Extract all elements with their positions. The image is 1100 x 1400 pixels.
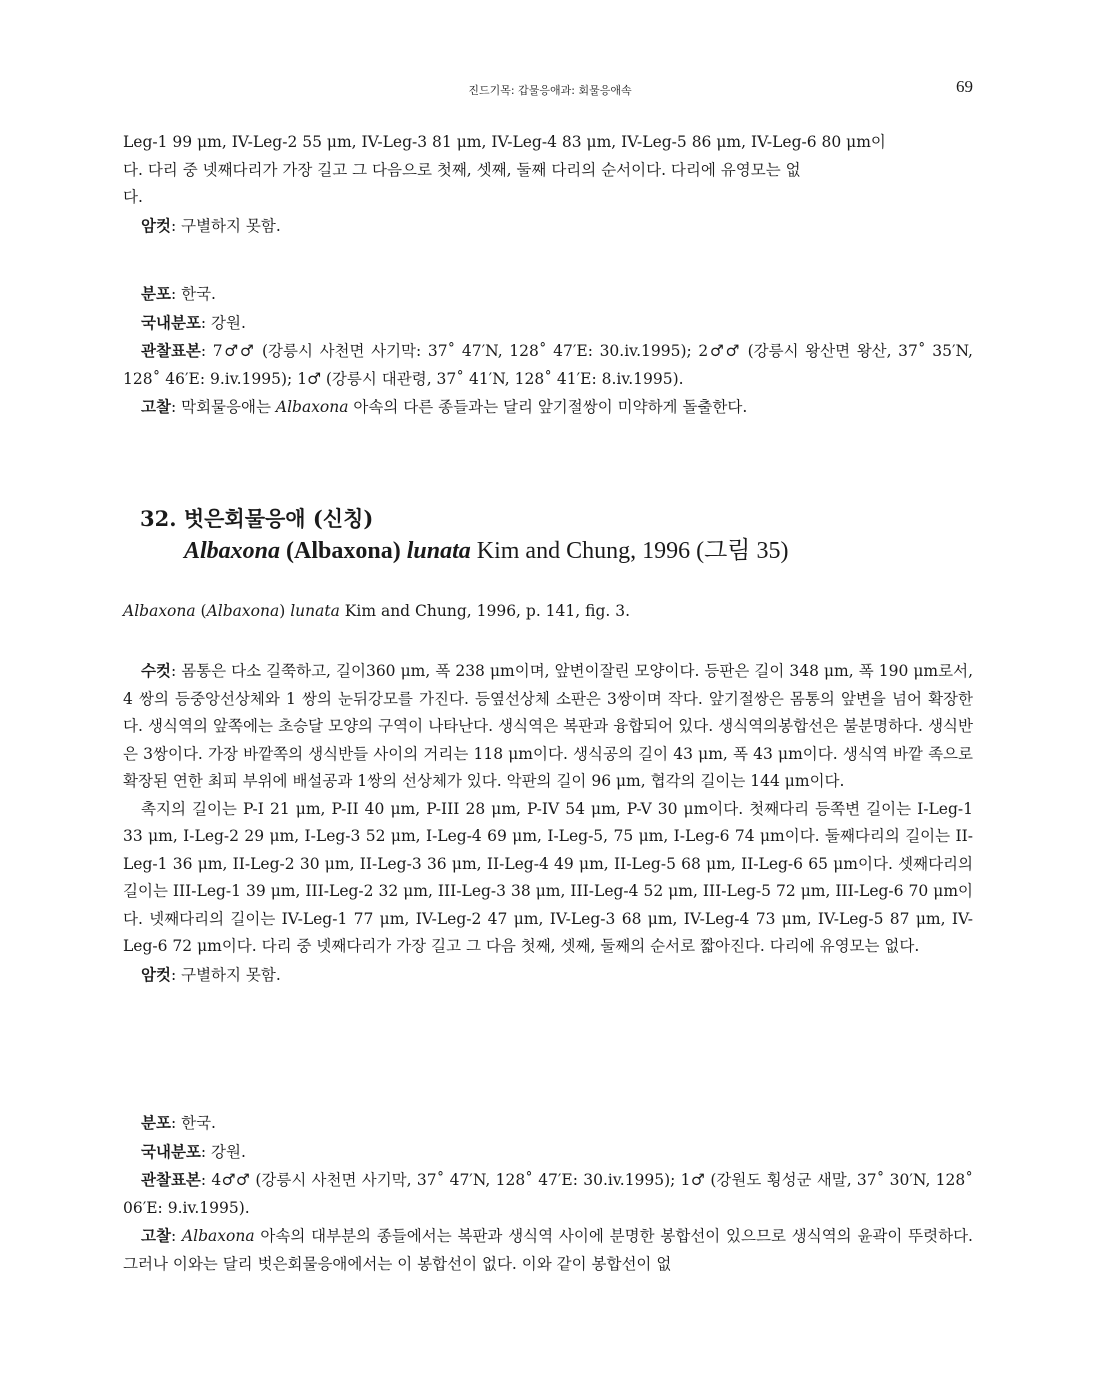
species-korean-name: 32. 벗은회물응애 (신칭) [140, 506, 374, 531]
remarks-label: 고찰 [141, 397, 171, 416]
domestic-distribution-label: 국내분포 [141, 312, 201, 332]
specimens-text: : 7♂♂ (강릉시 사천면 사기막: 37˚ 47′N, 128˚ 47′E: 30.iv.1995); 2♂♂ (강릉시 왕산면 왕산, 37˚ 35′N, 128˚ 46′E: 9.iv.1995); 1♂ (강릉시 대관령, 37˚ 41′N, 128˚ 41′E: 8.iv.1995). [123, 342, 973, 388]
domestic-distribution-text-2: : 강원. [200, 1142, 246, 1161]
distribution-text: : 한국. [170, 285, 216, 303]
remarks-text-post-2: 아속의 대부분의 종들에서는 복판과 생식역 사이에 분명한 봉합선이 있으므로 생식역의 윤곽이 뚜렷하다. 그러나 이와는 달리 벗은회물응애에서는 이 봉합선이 없다. 이와 같이 봉합선이 없 [123, 1227, 973, 1273]
male-text: : 몸통은 다소 길쭉하고, 길이360 μm, 폭 238 μm이며, 앞변이잘린 모양이다. 등판은 길이 348 μm, 폭 190 μm로서, 4 쌍의 등중앙선상체와 1 쌍의 눈뒤강모를 가진다. 등옆선상체 소판은 3쌍이며 작다. 앞기절쌍은 몸통의 앞변을 넘어 확장한다. 생식역의 앞쪽에는 초승달 모양의 구역이 나타난다. 생식역은 복판과 융합되어 있다. 생식역의봉합선은 불분명하다. 생식반은 3쌍이다. 가장 바깥쪽의 생식반들 사이의 거리는 118 μm이다. 생식공의 길이 43 μm, 폭 43 μm이다. 생식역 바깥 족으로 확장된 연한 최피 부위에 배설공과 1쌍의 선상체가 있다. 악판의 길이 96 μm, 협각의 길이는 144 μm이다. [123, 662, 973, 790]
female-text-2: : 구별하지 못함. [170, 965, 281, 984]
remarks-text-pre-2: : [170, 1227, 182, 1245]
species-scientific-name [184, 534, 980, 568]
remarks-text-post: 아속의 다른 종들과는 달리 앞기절쌍이 미약하게 돌출한다. [348, 398, 748, 416]
distribution-label-2: 분포 [141, 1113, 171, 1132]
distribution-text-2: : 한국. [170, 1114, 216, 1132]
female-text: : 구별하지 못함. [170, 216, 281, 235]
domestic-distribution-paragraph [123, 309, 973, 338]
species-citation: Albaxona (Albaxona) lunata Kim and Chung, 1996, p. 141, fig. 3. [123, 602, 631, 620]
female-label: 암컷 [141, 215, 171, 235]
female-paragraph-2 [123, 961, 973, 990]
remarks-genus-2: Albaxona [181, 1227, 255, 1245]
distribution-label: 분포 [141, 284, 171, 303]
citation-epithet: lunata [290, 602, 340, 620]
remarks-genus: Albaxona [275, 398, 349, 416]
legs-continuation-line-3: 다. [123, 188, 143, 206]
species-subgenus: (Albaxona) [286, 538, 401, 564]
citation-subgenus: Albaxona [206, 602, 280, 620]
female-label-2: 암컷 [141, 964, 171, 984]
bottom-distribution-block [123, 1109, 973, 1278]
specimens-label: 관찰표본 [141, 341, 201, 360]
citation-genus: Albaxona [123, 602, 196, 620]
specimens-paragraph-2 [123, 1166, 973, 1222]
running-title: 진드기목: 갑물응애과: 회물응애속 [468, 84, 632, 97]
domestic-distribution-text: : 강원. [200, 313, 246, 332]
species-heading [140, 504, 980, 568]
female-paragraph [123, 212, 973, 241]
legs-continuation-line-2: 다. 다리 중 넷째다리가 가장 길고 그 다음으로 첫째, 셋째, 둘째 다리의 순서이다. 다리에 유영모는 없 [123, 160, 801, 179]
species-epithet: lunata [406, 538, 471, 564]
remarks-text-pre: : 막회물응애는 [170, 398, 276, 416]
description-block [123, 657, 973, 989]
distribution-paragraph-2 [123, 1109, 973, 1138]
domestic-distribution-paragraph-2 [123, 1138, 973, 1167]
distribution-paragraph [123, 280, 973, 309]
top-distribution-block [123, 280, 973, 422]
remarks-paragraph-2 [123, 1222, 973, 1278]
top-text-block [123, 129, 973, 240]
specimens-text-2: : 4♂♂ (강릉시 사천면 사기막, 37˚ 47′N, 128˚ 47′E: 30.iv.1995); 1♂ (강원도 횡성군 새말, 37˚ 30′N, 128˚ 06′E: 9.iv.1995). [123, 1171, 973, 1217]
legs-paragraph: 촉지의 길이는 P-I 21 μm, P-II 40 μm, P-III 28 μm, P-IV 54 μm, P-V 30 μm이다. 첫째다리 등쪽변 길이는 I-Leg-1 33 μm, I-Leg-2 29 μm, I-Leg-3 52 μm, I-Leg-4 69 μm, I-Leg-5, 75 μm, I-Leg-6 74 μm이다. 둘째다리의 길이는 II-Leg-1 36 μm, II-Leg-2 30 μm, II-Leg-3 36 μm, II-Leg-4 49 μm, II-Leg-5 68 μm, II-Leg-6 65 μm이다. 셋째다리의 길이는 III-Leg-1 39 μm, III-Leg-2 32 μm, III-Leg-3 38 μm, III-Leg-4 52 μm, III-Leg-5 72 μm, III-Leg-6 70 μm이다. 넷째다리의 길이는 IV-Leg-1 77 μm, IV-Leg-2 47 μm, IV-Leg-3 68 μm, IV-Leg-4 73 μm, IV-Leg-5 87 μm, IV-Leg-6 72 μm이다. 다리 중 넷째다리가 가장 길고 그 다음 첫째, 셋째, 둘째의 순서로 짧아진다. 다리에 유영모는 없다. [123, 799, 973, 955]
specimens-label-2: 관찰표본 [141, 1170, 201, 1189]
male-paragraph [123, 657, 973, 796]
male-label: 수컷 [141, 661, 171, 680]
remarks-label-2: 고찰 [141, 1226, 171, 1245]
species-authority: Kim and Chung, 1996 (그림 35) [470, 538, 789, 564]
legs-continuation-line-1: Leg-1 99 μm, IV-Leg-2 55 μm, IV-Leg-3 81 μm, IV-Leg-4 83 μm, IV-Leg-5 86 μm, IV-Leg-6 80 μm이 [123, 133, 886, 151]
species-genus: Albaxona [184, 538, 281, 564]
citation-rest: Kim and Chung, 1996, p. 141, fig. 3. [339, 602, 631, 620]
domestic-distribution-label-2: 국내분포 [141, 1141, 201, 1161]
running-header [0, 79, 1100, 99]
page-number: 69 [956, 77, 973, 96]
specimens-paragraph [123, 337, 973, 393]
remarks-paragraph [123, 393, 973, 422]
